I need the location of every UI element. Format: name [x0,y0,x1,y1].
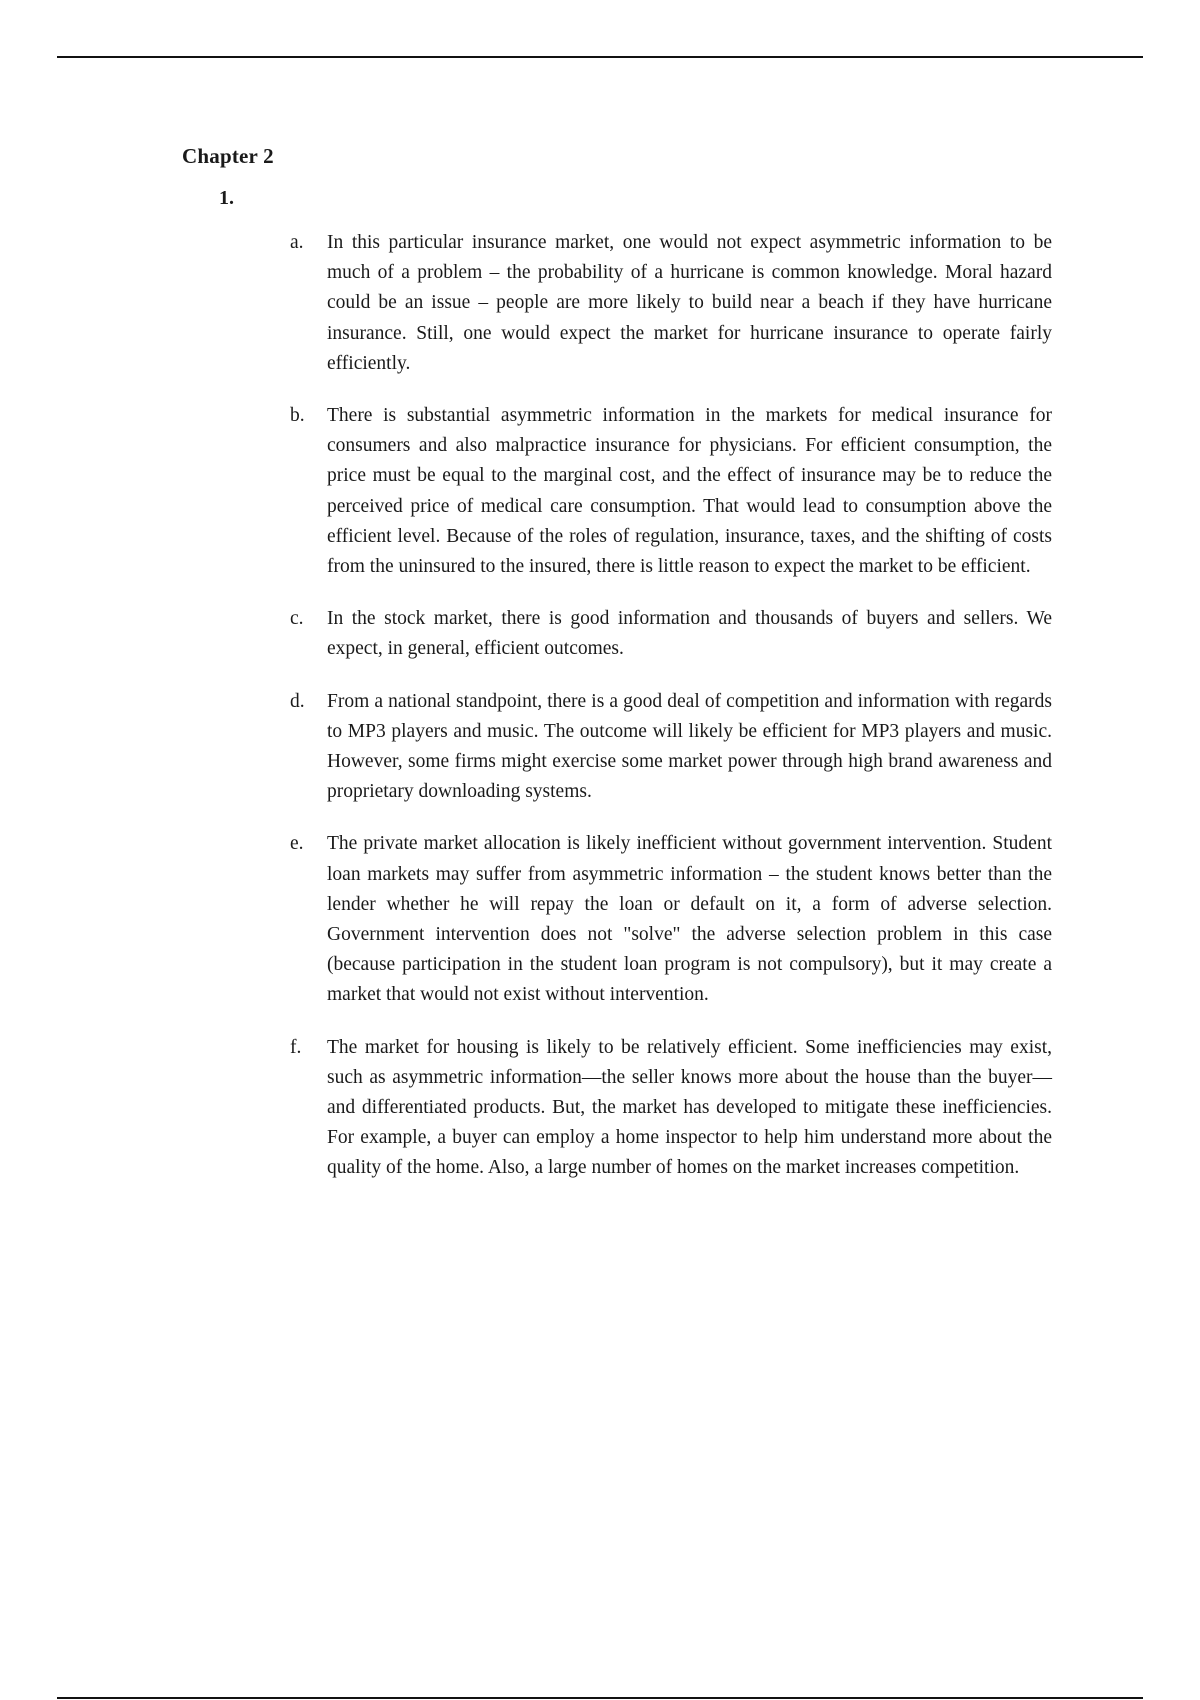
answer-item-b [286,401,1052,582]
answer-letter: a. [290,232,304,253]
question-number: 1. [219,187,234,209]
answer-letter: e. [290,833,304,855]
chapter-title: Chapter 2 [182,144,274,168]
answer-text: In the stock market, there is good information and thousands of buyers and sellers. We expect, in general, efficient outcomes. [327,608,1052,660]
answer-text: There is substantial asymmetric information in the markets for medical insurance for consumers and also malpractice insurance for physicians. For efficient consumption, the price must be equal to the marginal cost, and the effect of insurance may be to reduce the perceived price of medical care consumption. That would lead to consumption above the efficient level. Because of the roles of regulation, insurance, taxes, and the shifting of costs from the uninsured to the insured, there is little reason to expect the market to be efficient. [327,405,1052,578]
answer-text: In this particular insurance market, one would not expect asymmetric information to be much of a problem – the probability of a hurricane is common knowledge. Moral hazard could be an issue – people are more likely to build near a beach if they have hurricane insurance. Still, one would expect the market for hurricane insurance to operate fairly efficiently. [327,232,1052,374]
answer-letter: f. [290,1036,302,1058]
top-rule [57,56,1143,58]
answer-item-c [286,604,1052,664]
answer-item-d [286,687,1052,808]
answer-item-f [286,1033,1052,1184]
answer-text: The private market allocation is likely inefficient without government intervention. Student loan markets may suffer from asymmetric information – the student knows better than the lender whether he will repay the loan or default on it, a form of adverse selection. Government intervention does not "solve" the adverse selection problem in this case (because participation in the student loan program is not compulsory), but it may create a market that would not exist without intervention. [327,833,1052,1006]
answer-item-e [286,829,1052,1010]
answer-letter: d. [290,690,305,712]
answer-letter: b. [290,405,305,427]
answer-text: From a national standpoint, there is a good deal of competition and information with regards to MP3 players and music. The outcome will likely be efficient for MP3 players and music. However, some firms might exercise some market power through high brand awareness and proprietary downloading systems. [327,690,1052,803]
answer-letter: c. [290,608,304,630]
answer-item-a [286,228,1052,379]
answer-list [286,228,1052,1206]
bottom-rule [57,1697,1143,1699]
answer-text: The market for housing is likely to be relatively efficient. Some inefficiencies may exist, such as asymmetric information—the seller knows more about the house than the buyer—and differentiated products. But, the market has developed to mitigate these inefficiencies. For example, a buyer can employ a home inspector to help him understand more about the quality of the home. Also, a large number of homes on the market increases competition. [327,1036,1052,1179]
